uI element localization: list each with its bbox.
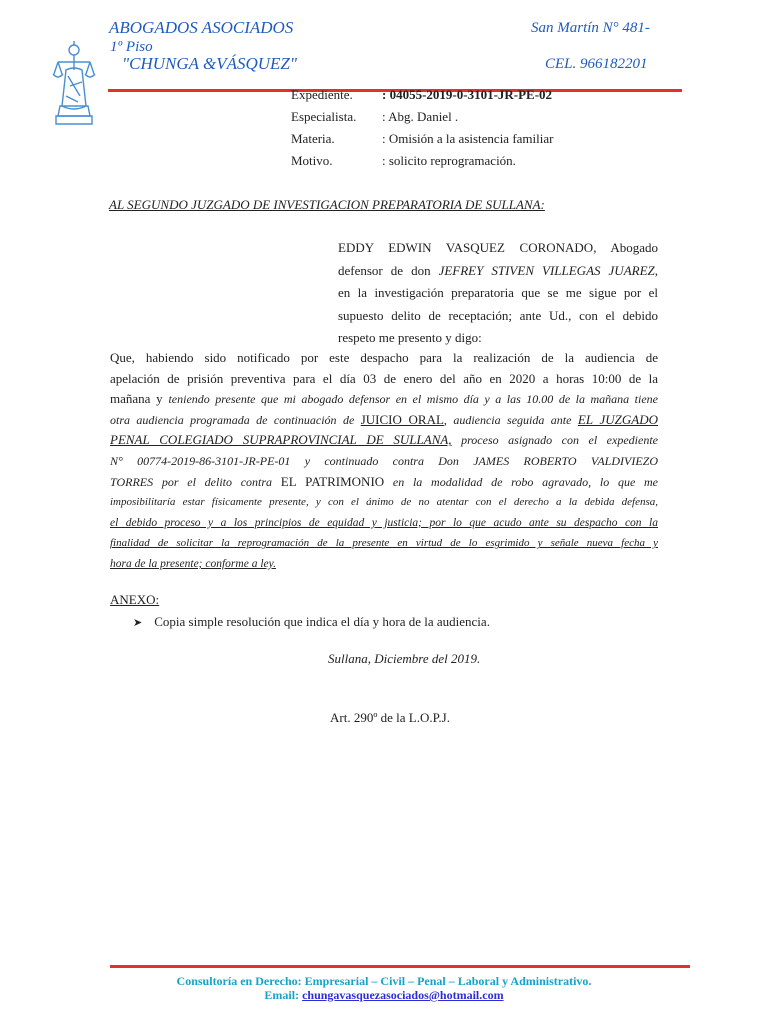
body-line: apelación de prisión preventiva para el día 03 de enero del año en 2020 a horas 10:00 de la <box>110 370 658 386</box>
arrow-bullet-icon: ➤ <box>133 617 143 629</box>
footer-services: Consultoría en Derecho: Empresarial – Civil – Penal – Laboral y Administrativo. <box>176 974 592 988</box>
firm-floor: 1º Piso <box>110 39 153 55</box>
footer-email-line <box>0 988 768 1003</box>
body-line: mañana y teniendo presente que mi abogado defensor en el mismo día y a las 10.00 de la mañana tiene <box>110 391 659 407</box>
case-label: Expediente. <box>291 87 353 102</box>
body-line: el debido proceso y a los principios de equidad y justicia; por lo que acudo ante su despacho con la <box>110 516 658 529</box>
firm-partners: "CHUNGA &VÁSQUEZ" <box>122 54 297 73</box>
juicio-oral: JUICIO ORAL <box>360 411 444 427</box>
firm-phone: CEL. 966182201 <box>545 56 648 72</box>
intro-paragraph <box>338 237 658 350</box>
case-label: Motivo. <box>291 153 333 168</box>
date-line: Sullana, Diciembre del 2019. <box>328 651 481 666</box>
annex-item <box>133 614 490 630</box>
body-line: PENAL COLEGIADO SUPRAPROVINCIAL DE SULLANA, proceso asignado con el expediente <box>110 432 658 448</box>
body-line: otra audiencia programada de continuación de JUICIO ORAL, audiencia seguida ante EL JUZGADO <box>110 411 658 427</box>
intro-line: EDDY EDWIN VASQUEZ CORONADO, Abogado <box>338 240 658 255</box>
case-label: Especialista. <box>291 109 357 124</box>
body-paragraph <box>110 348 658 575</box>
intro-line: defensor de don JEFREY STIVEN VILLEGAS JUAREZ, <box>338 262 658 278</box>
intro-line: supuesto delito de receptación; ante Ud., con el debido <box>338 307 658 323</box>
email-label: Email: <box>264 988 303 1002</box>
body-line: Que, habiendo sido notificado por este despacho para la realización de la audiencia de <box>110 350 658 365</box>
firm-name: ABOGADOS ASOCIADOS <box>109 18 294 37</box>
body-line: finalidad de solicitar la reprogramación de la presente en virtud de lo esgrimido y señale nueva fecha y <box>110 537 658 550</box>
body-line: hora de la presente; conforme a ley. <box>110 557 276 570</box>
court-name: PENAL COLEGIADO SUPRAPROVINCIAL DE SULLANA, <box>110 432 452 448</box>
case-value: : solicito reprogramación. <box>382 153 516 168</box>
lady-justice-logo-icon <box>52 36 96 128</box>
case-label: Materia. <box>291 131 335 146</box>
court-addressee: AL SEGUNDO JUZGADO DE INVESTIGACION PREPARATORIA DE SULLANA: <box>109 197 545 212</box>
body-line: imposibilitaría estar físicamente presente, y con el ánimo de no atentar con el derecho a la debida defensa, <box>110 496 658 509</box>
case-value: : Abg. Daniel . <box>382 109 459 124</box>
body-line: TORRES por el delito contra EL PATRIMONIO en la modalidad de robo agravado, lo que me <box>110 473 658 489</box>
case-value: : 04055-2019-0-3101-JR-PE-02 <box>382 87 553 102</box>
case-value: : Omisión a la asistencia familiar <box>382 131 554 146</box>
footer-divider <box>110 965 690 968</box>
intro-line: en la investigación preparatoria que se me sigue por el <box>338 285 658 301</box>
firm-address: San Martín N° 481- <box>531 20 650 36</box>
annex-title: ANEXO: <box>110 592 160 607</box>
email-link[interactable]: chungavasquezasociados@hotmail.com <box>302 988 504 1002</box>
defendant-name: JEFREY STIVEN VILLEGAS JUAREZ <box>438 262 655 278</box>
intro-line: respeto me presento y digo: <box>338 330 482 346</box>
annex-item-text: Copia simple resolución que indica el día y hora de la audiencia. <box>154 614 490 629</box>
legal-reference: Art. 290º de la L.O.P.J. <box>330 710 450 725</box>
body-line: N° 00774-2019-86-3101-JR-PE-01 y continuado contra Don JAMES ROBERTO VALDIVIEZO <box>110 453 658 468</box>
